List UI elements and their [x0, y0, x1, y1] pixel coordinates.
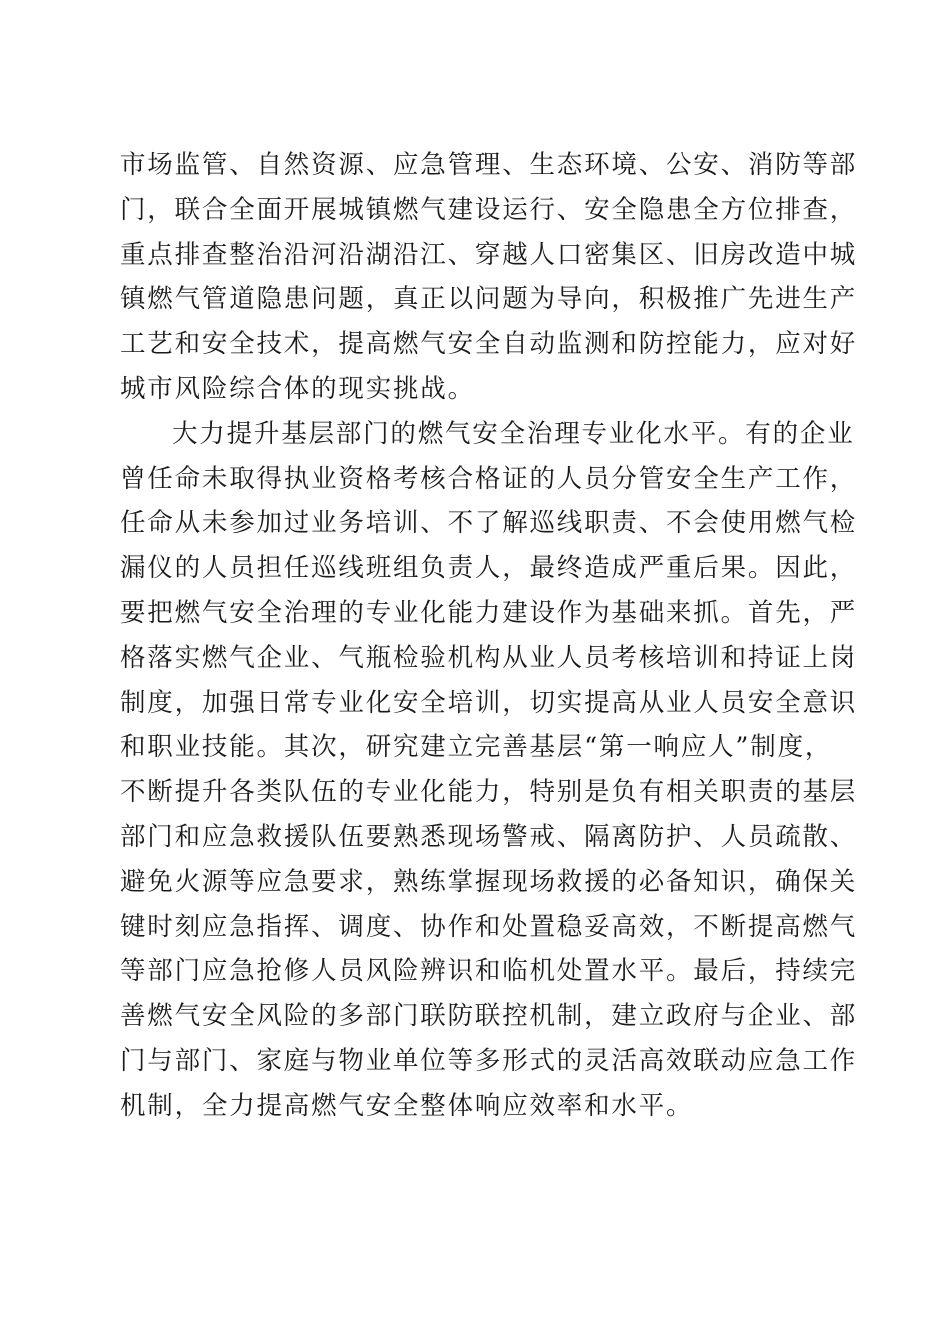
text-line: 部门和应急救援队伍要熟悉现场警戒、隔离防护、人员疏散、: [120, 821, 858, 852]
text-line: 市场监管、自然资源、应急管理、生态环境、公安、消防等部: [120, 150, 858, 180]
text-line: 要把燃气安全治理的专业化能力建设作为基础来抓。首先，严: [120, 597, 858, 628]
text-line: 漏仪的人员担任巡线班组负责人，最终造成严重后果。因此，: [120, 553, 858, 584]
text-line: 制度，加强日常专业化安全培训，切实提高从业人员安全意识: [120, 687, 858, 718]
text-line: 工艺和安全技术，提高燃气安全自动监测和防控能力，应对好: [120, 329, 858, 360]
text-line: 机制，全力提高燃气安全整体响应效率和水平。: [120, 1090, 694, 1121]
text-line: 避免火源等应急要求，熟练掌握现场救援的必备知识，确保关: [120, 866, 858, 897]
text-line: 曾任命未取得执业资格考核合格证的人员分管安全生产工作，: [120, 463, 858, 494]
text-line: 等部门应急抢修人员风险辨识和临机处置水平。最后，持续完: [120, 956, 858, 987]
text-line: 门与部门、家庭与物业单位等多形式的灵活高效联动应急工作: [120, 1045, 858, 1076]
text-line: 不断提升各类队伍的专业化能力，特别是负有相关职责的基层: [120, 777, 858, 808]
text-line: 键时刻应急指挥、调度、协作和处置稳妥高效，不断提高燃气: [120, 911, 858, 942]
body-text: [120, 143, 858, 1129]
text-line: 门，联合全面开展城镇燃气建设运行、安全隐患全方位排查，: [120, 194, 858, 225]
text-line: 任命从未参加过业务培训、不了解巡线职责、不会使用燃气检: [120, 508, 858, 539]
text-line: 和职业技能。其次，研究建立完善基层“第一响应人”制度，: [120, 732, 833, 763]
text-line: 重点排查整治沿河沿湖沿江、穿越人口密集区、旧房改造中城: [120, 239, 858, 270]
paragraph-first-line: 大力提升基层部门的燃气安全治理专业化水平。有的企业: [172, 418, 855, 449]
text-line: 城市风险综合体的现实挑战。: [120, 373, 475, 404]
text-line: 善燃气安全风险的多部门联防联控机制，建立政府与企业、部: [120, 1001, 858, 1032]
text-line: 格落实燃气企业、气瓶检验机构从业人员考核培训和持证上岗: [120, 642, 858, 673]
text-line: 镇燃气管道隐患问题，真正以问题为导向，积极推广先进生产: [120, 284, 858, 315]
